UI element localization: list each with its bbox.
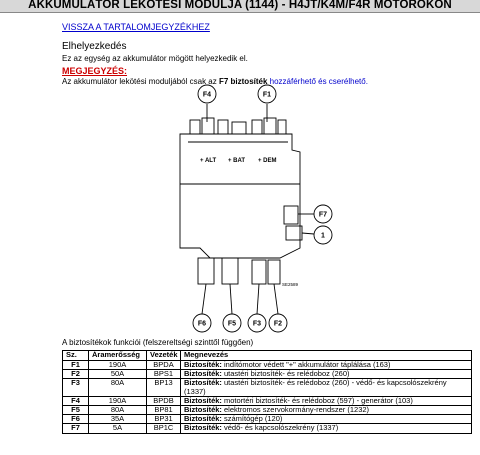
leader-f2 bbox=[274, 284, 278, 314]
location-text: Ez az egység az akkumulátor mögött helyezkedik el. bbox=[62, 54, 248, 63]
fuse-function bbox=[181, 379, 472, 396]
terminal-bottom-f6 bbox=[198, 258, 214, 284]
fuse-label: Biztosíték: bbox=[184, 414, 222, 424]
table-row bbox=[63, 379, 472, 396]
leader-f3 bbox=[257, 284, 259, 314]
section-heading: Elhelyezkedés bbox=[62, 41, 127, 52]
fuse-desc: utastéri biztosíték- és relédoboz (260) bbox=[221, 369, 350, 379]
note-heading: MEGJEGYZÉS: bbox=[62, 66, 128, 76]
terminal-top-1 bbox=[190, 120, 200, 134]
callout-f3-label: F3 bbox=[252, 320, 262, 328]
fuse-label: Biztosíték: bbox=[184, 423, 222, 433]
fuse-no: F4 bbox=[63, 396, 89, 405]
terminal-top-4 bbox=[232, 122, 246, 134]
drawing-ref: SE2589 bbox=[282, 282, 299, 287]
page-title: AKKUMULÁTOR LEKÖTÉSI MODULJA (1144) - H4JT/K4M/F4R MOTOROKON bbox=[0, 0, 480, 13]
note-link: hozzáférhető és cserélhető. bbox=[267, 77, 368, 86]
fuse-wire: BPS1 bbox=[147, 370, 181, 379]
fuse-wire: BPDA bbox=[147, 361, 181, 370]
terminal-top-6 bbox=[264, 118, 276, 134]
leader-f6 bbox=[202, 284, 206, 314]
label-dem: + DEM bbox=[258, 158, 277, 164]
fuse-amp: 50A bbox=[89, 370, 147, 379]
fuse-label: Biztosíték: bbox=[184, 360, 222, 369]
label-alt: + ALT bbox=[200, 158, 217, 164]
terminal-top-5 bbox=[252, 120, 262, 134]
fuse-label: Biztosíték: bbox=[184, 405, 222, 415]
note-fuse: F7 biztosíték bbox=[218, 77, 268, 86]
fuse-amp: 190A bbox=[89, 396, 147, 405]
fuse-no: F2 bbox=[63, 370, 89, 379]
fuse-amp: 190A bbox=[89, 361, 147, 370]
callout-f5-label: F5 bbox=[227, 320, 237, 328]
terminal-top-7 bbox=[278, 120, 286, 134]
module-diagram bbox=[160, 80, 360, 335]
header-func: Megnevezés bbox=[181, 351, 472, 361]
terminal-bottom-f5 bbox=[222, 258, 238, 284]
fuse-wire: BP31 bbox=[147, 415, 181, 424]
header-wire: Vezeték bbox=[147, 351, 181, 361]
fuse-amp: 80A bbox=[89, 406, 147, 415]
fuse-label: Biztosíték: bbox=[184, 378, 222, 388]
leader-1 bbox=[302, 233, 314, 234]
callout-f4-label: F4 bbox=[202, 91, 212, 99]
terminal-bottom-f2 bbox=[268, 260, 280, 284]
module-body bbox=[180, 134, 300, 258]
fuse-desc: védő- és kapcsolószekrény (1337) bbox=[221, 423, 339, 433]
fuse-amp: 80A bbox=[89, 379, 147, 396]
header-no: Sz. bbox=[63, 351, 89, 361]
callout-1-label: 1 bbox=[321, 232, 325, 240]
terminal-top-2 bbox=[202, 118, 214, 134]
table-row bbox=[63, 424, 472, 433]
fuse-desc: elektromos szervokormány-rendszer (1232) bbox=[221, 405, 370, 415]
callout-f6-label: F6 bbox=[197, 320, 207, 328]
fuse-no: F1 bbox=[63, 361, 89, 370]
terminal-bottom-f3 bbox=[252, 260, 266, 284]
header-amp: Áramerősség bbox=[89, 351, 147, 361]
callout-f1-label: F1 bbox=[262, 91, 272, 99]
terminal-top-3 bbox=[218, 120, 228, 134]
f7-fuse-holder bbox=[284, 206, 298, 224]
fuse-amp: 35A bbox=[89, 415, 147, 424]
fuse-label: Biztosíték: bbox=[184, 395, 222, 405]
fuse-wire: BPDB bbox=[147, 396, 181, 405]
fuse-wire: BP1C bbox=[147, 424, 181, 433]
label-bat: + BAT bbox=[228, 158, 246, 164]
fuse-no: F5 bbox=[63, 406, 89, 415]
fuse-table bbox=[62, 350, 472, 434]
fuse-no: F7 bbox=[63, 424, 89, 433]
callout-f2-label: F2 bbox=[273, 320, 283, 328]
table-header-row bbox=[63, 351, 472, 361]
fuse-wire: BP13 bbox=[147, 379, 181, 396]
leader-f5 bbox=[230, 284, 232, 314]
fuse-desc: utastéri biztosíték- és relédoboz (260) - védő- és kapcsolószekrény (1337) bbox=[184, 378, 447, 396]
fuse-wire: BP81 bbox=[147, 406, 181, 415]
fuse-function bbox=[181, 424, 472, 433]
fuse-desc: számítógép (120) bbox=[221, 414, 283, 424]
fuse-desc: indítómotor védett "+" akkumulátor táplálása (163) bbox=[221, 360, 391, 369]
fuse-desc: motortéri biztosíték- és relédoboz (597) - generátor (103) bbox=[221, 395, 413, 405]
fuse-amp: 5A bbox=[89, 424, 147, 433]
callout-f7-label: F7 bbox=[318, 211, 328, 219]
fuse-no: F6 bbox=[63, 415, 89, 424]
back-to-toc-link[interactable]: VISSZA A TARTALOMJEGYZÉKHEZ bbox=[62, 22, 210, 32]
note-prefix: Az akkumulátor lekötési moduljából csak az bbox=[62, 77, 219, 86]
fuse-no: F3 bbox=[63, 379, 89, 396]
table-caption: A biztosítékok funkciói (felszereltségi szinttől függően) bbox=[62, 338, 254, 347]
fuse-label: Biztosíték: bbox=[184, 369, 222, 379]
